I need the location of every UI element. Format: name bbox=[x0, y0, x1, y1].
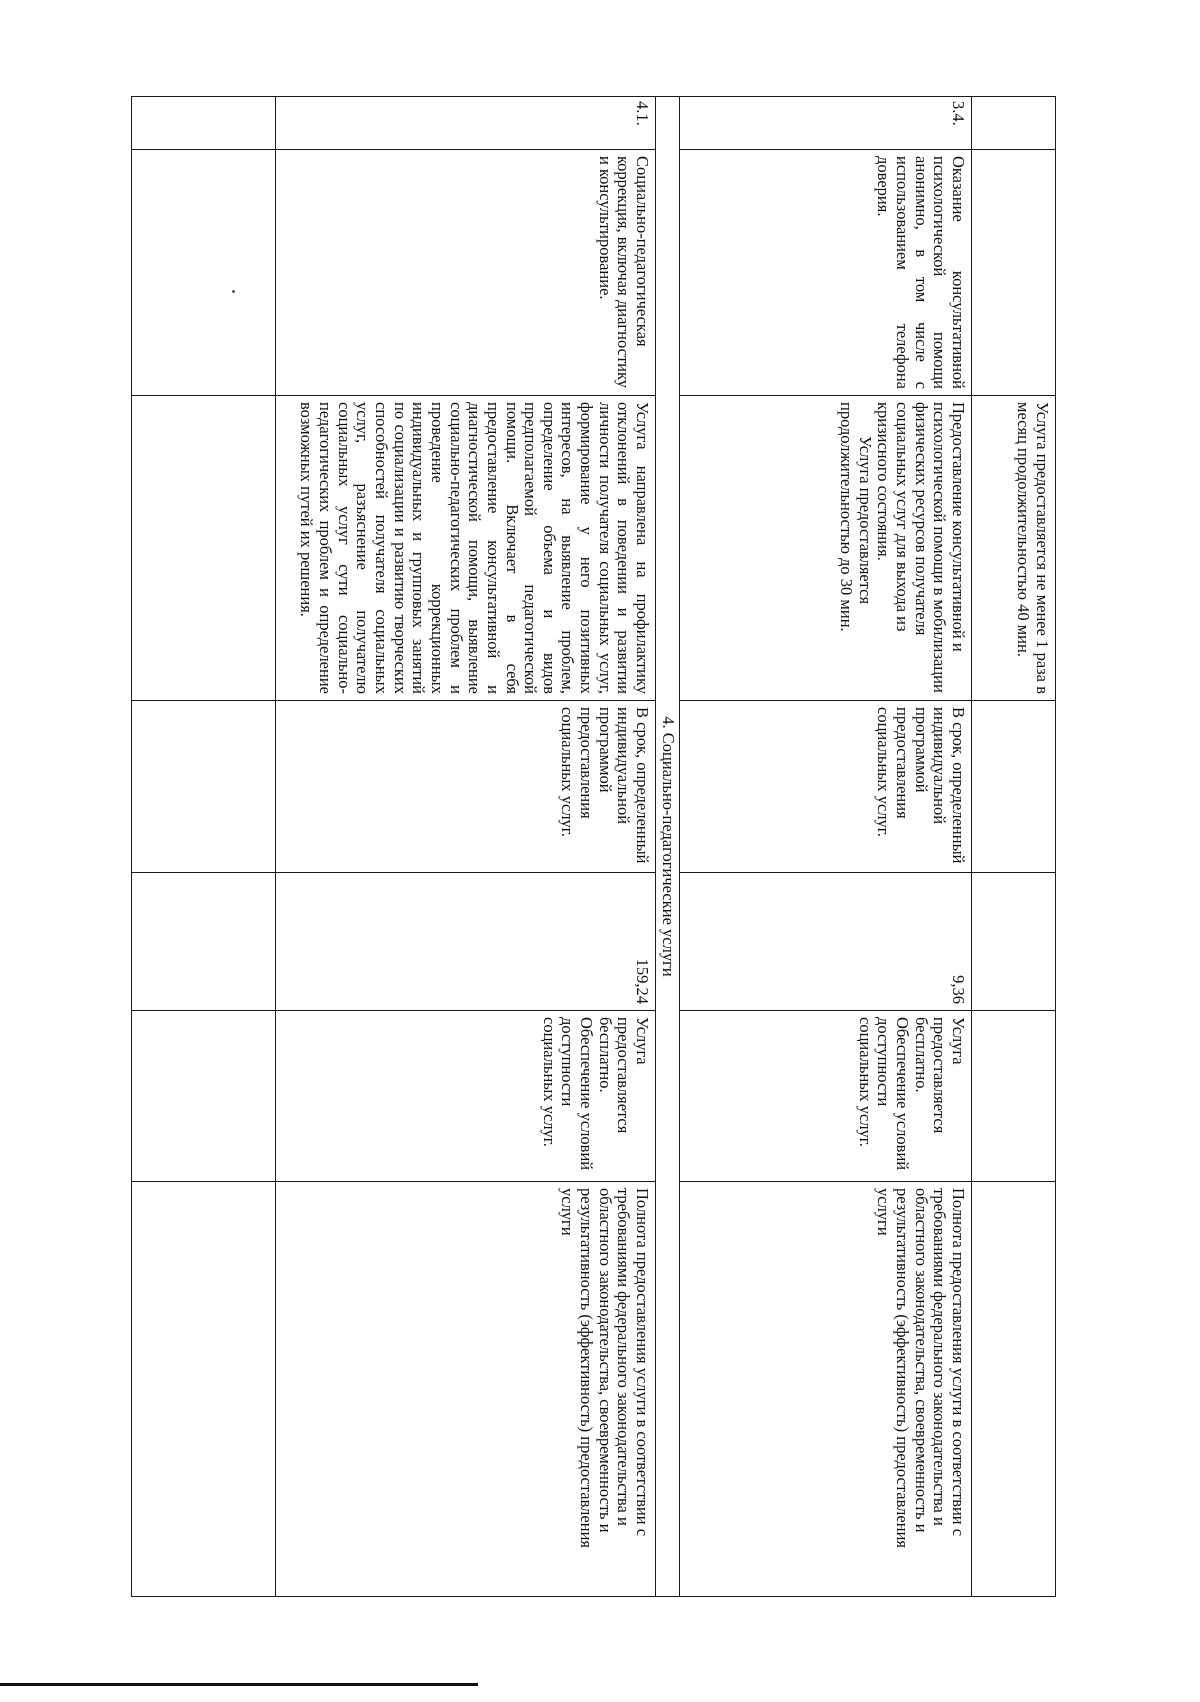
service-quality: Полнота предоставления услуги в соответствии с требованиями федерального законодательства и областного законодательства, своевременность и результативность (эффективность) предоставления услуги bbox=[276, 1182, 656, 1597]
service-name: Оказание консультативной психологической помощи анонимно, в том числе с использованием телефона доверия. bbox=[680, 150, 972, 396]
cell-top-name bbox=[972, 150, 1056, 396]
service-term: В срок, определенный индивидуальной программой предоставления социальных услуг. bbox=[680, 701, 972, 873]
empty-cell bbox=[132, 701, 276, 873]
section-title: 4. Социально-педагогические услуги bbox=[656, 97, 680, 1597]
service-description-part-1: Предоставление консультативной и психологической помощи в мобилизации физических ресурсов получателя социальных услуг для выхода из кризисного состояния. bbox=[874, 402, 968, 693]
cell-top-num bbox=[972, 97, 1056, 150]
table-row-empty bbox=[132, 97, 276, 1597]
service-conditions: Услуга предоставляется бесплатно. Обеспечение условий доступности социальных услуг. bbox=[680, 1011, 972, 1182]
empty-cell bbox=[132, 150, 276, 396]
scan-speck bbox=[232, 290, 235, 293]
service-conditions: Услуга предоставляется бесплатно. Обеспечение условий доступности социальных услуг. bbox=[276, 1011, 656, 1182]
service-tariff: 159,24 bbox=[276, 873, 656, 1011]
cell-top-quality bbox=[972, 1182, 1056, 1597]
rotated-page bbox=[131, 96, 1056, 1596]
empty-cell bbox=[132, 97, 276, 150]
cell-top-tariff bbox=[972, 873, 1056, 1011]
service-name: Социально-педагогическая коррекция, включая диагностику и консультирование. bbox=[276, 150, 656, 396]
service-term: В срок, определенный индивидуальной программой предоставления социальных услуг. bbox=[276, 701, 656, 873]
empty-cell bbox=[132, 396, 276, 701]
cell-top-description: Услуга предоставляется не менее 1 раза в месяц продолжительностью 40 мин. bbox=[972, 396, 1056, 701]
section-header-row bbox=[656, 97, 680, 1597]
table-row-4-1 bbox=[276, 97, 656, 1597]
empty-cell bbox=[132, 1182, 276, 1597]
table-row-top bbox=[972, 97, 1056, 1597]
row-number: 4.1. bbox=[276, 97, 656, 150]
services-table bbox=[131, 96, 1056, 1597]
cell-top-term bbox=[972, 701, 1056, 873]
service-tariff: 9,36 bbox=[680, 873, 972, 1011]
service-description bbox=[680, 396, 972, 701]
cell-top-conditions bbox=[972, 1011, 1056, 1182]
row-number: 3.4. bbox=[680, 97, 972, 150]
table-row-3-4 bbox=[680, 97, 972, 1597]
empty-cell bbox=[132, 1011, 276, 1182]
service-description: Услуга направлена на профилактику отклонений в поведении и развитии личности получателя социальных услуг, формирование у него позитивных интересов, на выявление проблем, определение объема и видов предполагаемой педагогической помощи. Включает в себя предоставление консультативной и диагностической помощи, выявление социально-педагогических проблем и проведение коррекционных индивидуальных и групповых занятий по социализации и развитию творческих способностей получателя социальных услуг, разъяснение получателю социальных услуг сути социально-педагогических проблем и определение возможных путей их решения. bbox=[276, 396, 656, 701]
service-quality: Полнота предоставления услуги в соответствии с требованиями федерального законодательства и областного законодательства, своевременность и результативность (эффективность) предоставления услуги bbox=[680, 1182, 972, 1597]
service-description-part-2: Услуга предоставляется продолжительностью до 30 мин. bbox=[837, 402, 875, 632]
empty-cell bbox=[132, 873, 276, 1011]
scan-edge-line bbox=[0, 1683, 478, 1686]
